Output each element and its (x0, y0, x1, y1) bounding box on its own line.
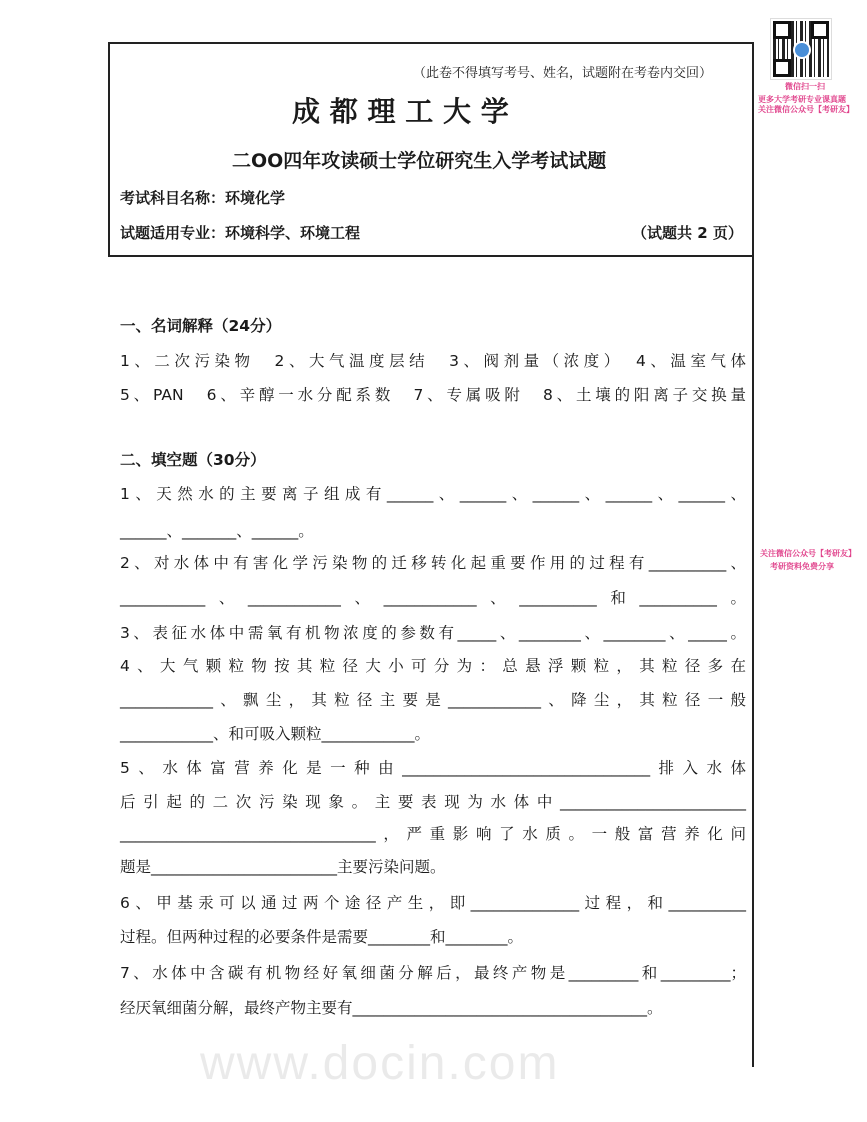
question-line: 1、二次污染物 2、大气温度层结 3、阀剂量（浓度） 4、温室气体 (120, 352, 746, 370)
question-line: 5、PAN 6、辛醇一水分配系数 7、专属吸附 8、土壤的阳离子交换量 (120, 386, 746, 404)
qr-caption-3: 关注微信公众号【考研友】 (758, 105, 854, 114)
question-line: 过程。但两种过程的必要条件是需要________和________。 (120, 928, 524, 946)
question-line: 3、表征水体中需氧有机物浓度的参数有_____、________、________、_____。 (120, 624, 746, 642)
pink-watermark-1: 关注微信公众号【考研友】 (760, 549, 856, 558)
pink-watermark-2: 考研资料免费分享 (770, 562, 834, 571)
question-line: 2、对水体中有害化学污染物的迁移转化起重要作用的过程有__________、 (120, 554, 746, 572)
question-line: ____________、和可吸入颗粒____________。 (120, 725, 431, 743)
qr-caption-2: 更多大学考研专业课真题 (758, 95, 846, 104)
exam-notice: （此卷不得填写考号、姓名，试题附在考卷内交回） (413, 66, 713, 81)
university-name: 成 都 理 工 大 学 (292, 95, 509, 128)
question-line: 后引起的二次污染现象。主要表现为水体中________________________ (120, 793, 746, 811)
qr-caption-1: 微信扫一扫 (785, 82, 825, 91)
exam-majors: 试题适用专业：环境科学、环境工程 (120, 224, 361, 242)
exam-title: 二OO四年攻读硕士学位研究生入学考试试题 (232, 150, 607, 172)
question-line: ___________、____________、____________、__________和__________。 (120, 589, 746, 607)
question-line: 7、水体中含碳有机物经好氧细菌分解后，最终产物是_________和_________； (120, 964, 746, 982)
docin-watermark: www.docin.com (200, 1037, 560, 1090)
page-count: （试题共 2 页） (632, 224, 743, 242)
exam-subject: 考试科目名称：环境化学 (120, 189, 286, 207)
question-line: ____________、飘尘，其粒径主要是____________、降尘，其粒径一般 (120, 691, 746, 709)
question-line: 题是________________________主要污染问题。 (120, 858, 446, 876)
header-frame-left (108, 42, 110, 256)
question-line: 经厌氧细菌分解，最终产物主要有______________________________________。 (120, 999, 663, 1017)
question-line: ______、_______、______。 (120, 522, 314, 540)
qr-code-icon (771, 19, 831, 79)
question-line: 4、大气颗粒物按其粒径大小可分为：总悬浮颗粒，其粒径多在 (120, 657, 746, 675)
header-divider (108, 255, 754, 257)
question-line: 5、水体富营养化是一种由________________________________排入水体 (120, 759, 746, 777)
header-frame-top (108, 42, 754, 44)
question-line: 6、甲基汞可以通过两个途径产生，即______________过程，和__________ (120, 894, 746, 912)
question-line: _________________________________，严重影响了水质。一般富营养化问 (120, 825, 746, 843)
page-frame-right (752, 42, 754, 1067)
question-line: 1、天然水的主要离子组成有______、______、______、______、______、 (120, 485, 746, 503)
section1-title: 一、名词解释（24分） (120, 317, 282, 335)
section2-title: 二、填空题（30分） (120, 451, 266, 469)
